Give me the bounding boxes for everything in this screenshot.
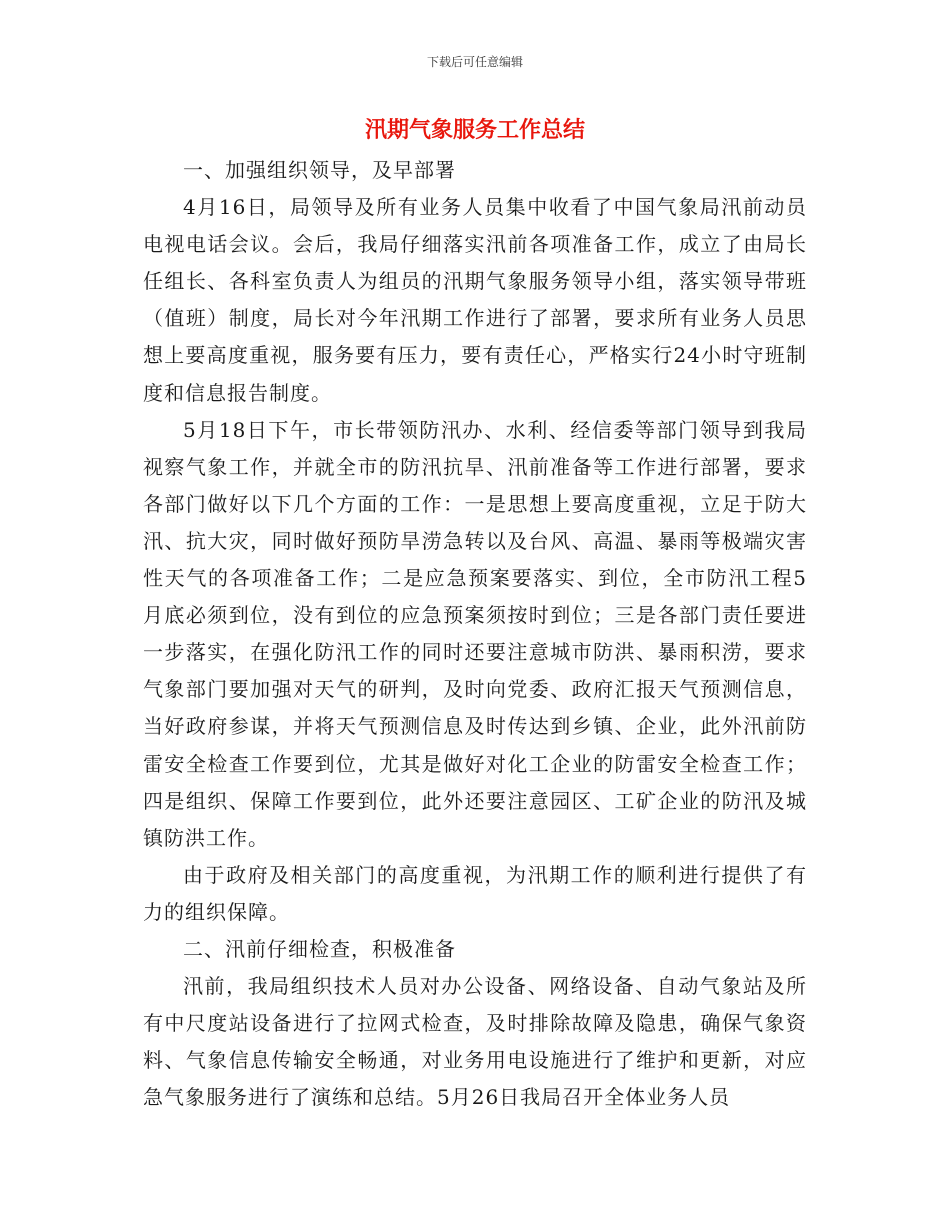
- section-heading-2: 二、汛前仔细检查，积极准备: [183, 936, 456, 961]
- document-title: 汛期气象服务工作总结: [364, 117, 585, 143]
- body-paragraph: 4月16日，局领导及所有业务人员集中收看了中国气象局汛前动员电视电话会议。会后，我局仔细落实汛前各项准备工作，成立了由局长任组长、各科室负责人为组员的汛期气象服务领导小组，落实领导带班（值班）制度，局长对今年汛期工作进行了部署，要求所有业务人员思想上要高度重视，服务要有压力，要有责任心，严格实行24小时守班制度和信息报告制度。: [143, 195, 807, 405]
- page-header-note: 下载后可任意编辑: [426, 55, 523, 69]
- section-heading-1: 一、加强组织领导，及早部署: [183, 158, 456, 182]
- body-paragraph: 5月18日下午，市长带领防汛办、水利、经信委等部门领导到我局视察气象工作，并就全市的防汛抗旱、汛前准备等工作进行部署，要求各部门做好以下几个方面的工作：一是思想上要高度重视，立足于防大汛、抗大灾，同时做好预防旱涝急转以及台风、高温、暴雨等极端灾害性天气的各项准备工作；二是应急预案要落实、到位，全市防汛工程5月底必须到位，没有到位的应急预案须按时到位；三是各部门责任要进一步落实，在强化防汛工作的同时还要注意城市防洪、暴雨积涝，要求气象部门要加强对天气的研判，及时向党委、政府汇报天气预测信息，当好政府参谋，并将天气预测信息及时传达到乡镇、企业，此外汛前防雷安全检查工作要到位，尤其是做好对化工企业的防雷安全检查工作；四是组织、保障工作要到位，此外还要注意园区、工矿企业的防汛及城镇防洪工作。: [143, 417, 807, 850]
- body-paragraph: 由于政府及相关部门的高度重视，为汛期工作的顺利进行提供了有力的组织保障。: [143, 862, 807, 924]
- body-paragraph: 汛前，我局组织技术人员对办公设备、网络设备、自动气象站及所有中尺度站设备进行了拉网式检查，及时排除故障及隐患，确保气象资料、气象信息传输安全畅通，对业务用电设施进行了维护和更新，对应急气象服务进行了演练和总结。5月26日我局召开全体业务人员: [143, 974, 807, 1110]
- document-body: [143, 152, 807, 1116]
